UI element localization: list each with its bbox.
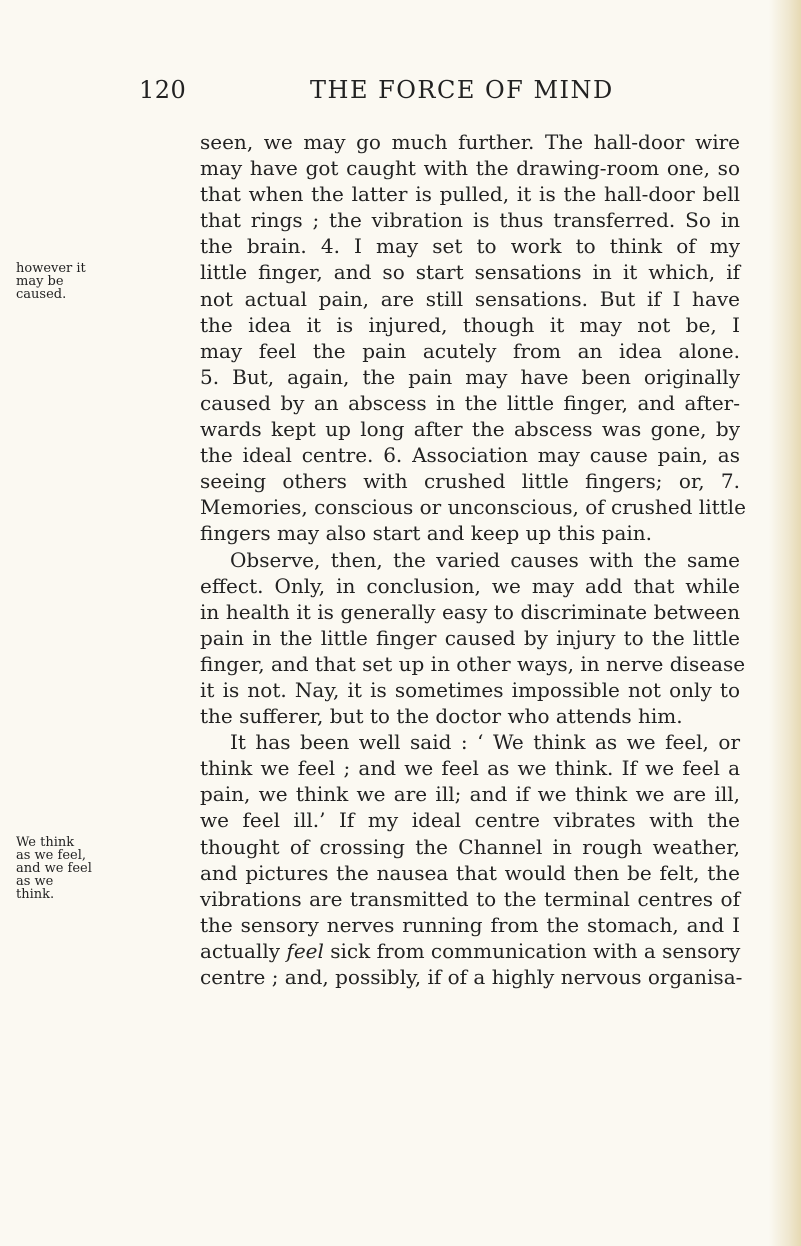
text-line: and pictures the nausea that would then be felt, the xyxy=(200,860,740,885)
text-line: we feel ill.’ If my ideal centre vibrates with the xyxy=(200,808,740,833)
text-line: think we feel ; and we feel as we think. If we feel a xyxy=(200,756,740,781)
margin-note-line: think. xyxy=(16,887,55,902)
text-line xyxy=(200,938,740,964)
text-line: seeing others with crushed little fingers; or, 7. xyxy=(200,469,740,494)
text-segment: actually xyxy=(200,938,281,963)
text-line: the brain. 4. I may set to work to think of my xyxy=(200,234,740,259)
text-line: pain in the little finger caused by injury to the little xyxy=(200,625,740,650)
text-line: It has been well said : ‘ We think as we feel, or xyxy=(230,730,740,755)
text-line: seen, we may go much further. The hall-door wire xyxy=(200,130,740,154)
margin-note-line: We think xyxy=(16,835,75,850)
text-line: the ideal centre. 6. Association may cause pain, as xyxy=(200,443,740,468)
page-number: 120 xyxy=(139,76,187,104)
body-text xyxy=(200,129,746,990)
text-line: finger, and that set up in other ways, in nerve disease xyxy=(200,651,746,676)
text-line: little finger, and so start sensations in it which, if xyxy=(200,260,740,285)
emphasis-feel: feel xyxy=(286,938,324,963)
text-line: that rings ; the vibration is thus transferred. So in xyxy=(200,208,740,233)
text-line: fingers may also start and keep up this pain. xyxy=(200,521,653,546)
running-head: THE FORCE OF MIND xyxy=(310,76,614,104)
text-line: 5. But, again, the pain may have been originally xyxy=(200,364,740,389)
text-line: vibrations are transmitted to the terminal centres of xyxy=(200,886,740,911)
text-line: the sensory nerves running from the stomach, and I xyxy=(200,912,740,937)
margin-note-line: however it xyxy=(16,261,86,276)
text-line: may have got caught with the drawing-room one, so xyxy=(200,156,740,181)
text-line: pain, we think we are ill; and if we think we are ill, xyxy=(200,782,740,807)
margin-note-line: as we feel, xyxy=(16,848,86,863)
text-line: it is not. Nay, it is sometimes impossible not only to xyxy=(200,677,740,702)
margin-note-line: may be xyxy=(16,274,64,289)
text-line: Observe, then, the varied causes with the same xyxy=(230,547,740,572)
page-header xyxy=(0,76,801,106)
text-line: caused by an abscess in the little finger, and after- xyxy=(200,390,740,415)
text-line: the idea it is injured, though it may not be, I xyxy=(200,312,740,337)
text-line: may feel the pain acutely from an idea alone. xyxy=(200,338,740,363)
text-line: thought of crossing the Channel in rough weather, xyxy=(200,834,740,859)
text-line: that when the latter is pulled, it is the hall-door bell xyxy=(200,182,740,207)
margin-note-we-think xyxy=(16,836,106,901)
text-line: wards kept up long after the abscess was gone, by xyxy=(200,417,740,442)
text-line: Memories, conscious or unconscious, of crushed little xyxy=(200,495,746,520)
text-line: effect. Only, in conclusion, we may add that while xyxy=(200,573,740,598)
margin-note-however xyxy=(16,262,106,301)
margin-note-line: caused. xyxy=(16,287,67,302)
text-line: the sufferer, but to the doctor who attends him. xyxy=(200,704,683,729)
text-line: not actual pain, are still sensations. But if I have xyxy=(200,286,740,311)
text-line: in health it is generally easy to discriminate between xyxy=(200,599,740,624)
margin-note-line: as we xyxy=(16,874,54,889)
margin-note-line: and we feel xyxy=(16,861,92,876)
text-segment: sick from communication with a sensory xyxy=(323,938,741,963)
text-line: centre ; and, possibly, if of a highly nervous organisa- xyxy=(200,965,743,989)
